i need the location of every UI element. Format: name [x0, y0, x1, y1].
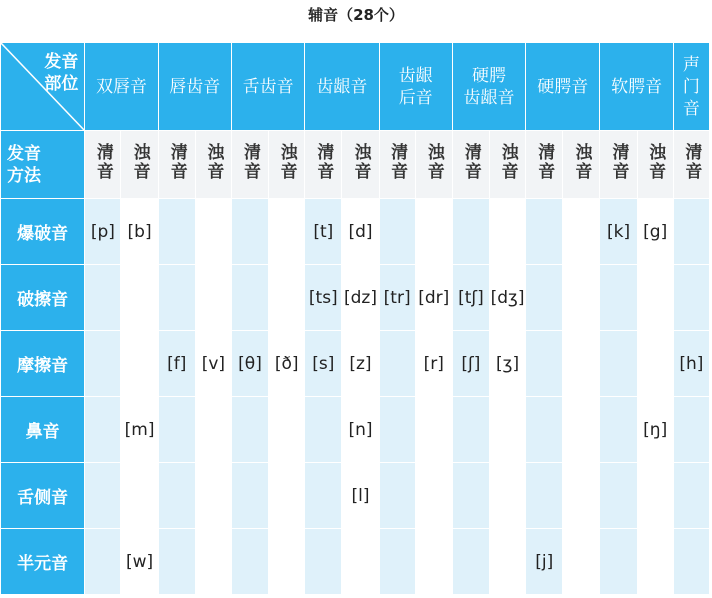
voicing-header-row [1, 131, 710, 199]
place-header-alveolar [305, 43, 379, 131]
phoneme-cell [269, 529, 305, 595]
table-row [1, 265, 710, 331]
phoneme-cell [673, 397, 709, 463]
place-header-line: 软腭音 [611, 76, 663, 97]
phoneme-cell [563, 463, 600, 529]
phoneme-cell [158, 463, 195, 529]
phoneme-cell [563, 331, 600, 397]
place-header-postalveolar [379, 43, 452, 131]
manner-label: 爆破音 [1, 199, 85, 265]
phoneme-cell [415, 199, 452, 265]
phoneme-cell: [ŋ] [637, 397, 673, 463]
phoneme-cell [305, 397, 342, 463]
phoneme-cell [379, 331, 415, 397]
phoneme-cell: [j] [526, 529, 563, 595]
place-header-palato-alveolar [452, 43, 525, 131]
phoneme-cell [379, 463, 415, 529]
voicing-label: 清音 [313, 142, 334, 181]
phoneme-cell [452, 529, 489, 595]
phoneme-cell [158, 529, 195, 595]
phoneme-cell [85, 463, 121, 529]
voicing-label: 清音 [460, 142, 481, 181]
phoneme-cell: [f] [158, 331, 195, 397]
place-header-row [1, 43, 710, 131]
phoneme-cell: [d] [342, 199, 379, 265]
voicing-header [342, 131, 379, 199]
phoneme-cell: [v] [195, 331, 231, 397]
phoneme-cell: [dr] [415, 265, 452, 331]
phoneme-cell [490, 529, 526, 595]
manner-label: 舌侧音 [1, 463, 85, 529]
place-header-velar [600, 43, 673, 131]
voicing-header [563, 131, 600, 199]
phoneme-cell [563, 265, 600, 331]
phoneme-cell [637, 463, 673, 529]
place-header-bilabial [85, 43, 158, 131]
place-header-line: 齿龈 [398, 65, 433, 86]
phoneme-cell [85, 397, 121, 463]
place-header-line: 唇齿音 [169, 76, 221, 97]
phoneme-cell: [dʒ] [490, 265, 526, 331]
voicing-label: 浊音 [350, 142, 371, 181]
phoneme-cell [637, 265, 673, 331]
voicing-header [85, 131, 121, 199]
phoneme-cell [490, 397, 526, 463]
place-header-line: 硬腭音 [537, 76, 589, 97]
phoneme-cell: [k] [600, 199, 637, 265]
voicing-label: 浊音 [497, 142, 518, 181]
phoneme-cell [452, 463, 489, 529]
phoneme-cell [452, 199, 489, 265]
phoneme-cell [158, 199, 195, 265]
phoneme-cell: [z] [342, 331, 379, 397]
phoneme-cell [231, 199, 268, 265]
phoneme-cell [452, 397, 489, 463]
phoneme-cell [415, 397, 452, 463]
voicing-label: 清音 [387, 142, 408, 181]
manner-label: 摩擦音 [1, 331, 85, 397]
corner-bottom-line-1: 发音 [7, 144, 41, 164]
phoneme-cell: [m] [121, 397, 158, 463]
table-row [1, 199, 710, 265]
phoneme-cell: [θ] [231, 331, 268, 397]
phoneme-cell [231, 463, 268, 529]
manner-label: 破擦音 [1, 265, 85, 331]
phoneme-cell: [w] [121, 529, 158, 595]
phoneme-cell: [ʃ] [452, 331, 489, 397]
voicing-header [637, 131, 673, 199]
place-header-dental [231, 43, 304, 131]
phoneme-cell: [tʃ] [452, 265, 489, 331]
phoneme-cell [269, 397, 305, 463]
phoneme-cell [673, 463, 709, 529]
voicing-label: 清音 [166, 142, 187, 181]
table-row [1, 397, 710, 463]
phoneme-cell [673, 529, 709, 595]
phoneme-cell: [s] [305, 331, 342, 397]
place-header-line: 舌齿音 [242, 76, 294, 97]
voicing-header [490, 131, 526, 199]
corner-top-header [1, 43, 85, 131]
place-header-palatal [526, 43, 600, 131]
phoneme-cell [600, 529, 637, 595]
voicing-header [158, 131, 195, 199]
voicing-header [379, 131, 415, 199]
voicing-header [231, 131, 268, 199]
corner-bottom-line-2: 方法 [7, 166, 41, 186]
phoneme-cell [121, 331, 158, 397]
phoneme-cell: [b] [121, 199, 158, 265]
phoneme-cell [269, 265, 305, 331]
phoneme-cell [195, 199, 231, 265]
phoneme-cell: [t] [305, 199, 342, 265]
place-header-glottal [673, 43, 709, 131]
phoneme-cell [342, 529, 379, 595]
phoneme-cell [231, 529, 268, 595]
place-header-line: 双唇音 [95, 76, 147, 97]
voicing-header [305, 131, 342, 199]
voicing-header [452, 131, 489, 199]
phoneme-cell [121, 265, 158, 331]
voicing-label: 清音 [534, 142, 555, 181]
phoneme-cell: [h] [673, 331, 709, 397]
phoneme-cell [85, 265, 121, 331]
phoneme-cell: [p] [85, 199, 121, 265]
voicing-label: 浊音 [645, 142, 666, 181]
manner-label: 半元音 [1, 529, 85, 595]
voicing-label: 浊音 [129, 142, 150, 181]
phoneme-cell: [ð] [269, 331, 305, 397]
place-header-line: 门 [682, 76, 700, 97]
voicing-header [600, 131, 637, 199]
voicing-label: 清音 [608, 142, 629, 181]
table-row [1, 331, 710, 397]
voicing-header [673, 131, 709, 199]
phoneme-cell [563, 529, 600, 595]
corner-top-line-1: 发音 [44, 52, 79, 72]
phoneme-cell [158, 265, 195, 331]
phoneme-cell [563, 397, 600, 463]
phoneme-cell [600, 265, 637, 331]
phoneme-cell [563, 199, 600, 265]
phoneme-cell [305, 463, 342, 529]
phoneme-cell [526, 199, 563, 265]
voicing-label: 清音 [240, 142, 261, 181]
phoneme-cell [195, 529, 231, 595]
place-header-line: 后音 [398, 87, 433, 108]
phoneme-cell [158, 397, 195, 463]
phoneme-cell [379, 397, 415, 463]
phoneme-cell [85, 331, 121, 397]
place-header-line: 齿龈音 [463, 87, 515, 108]
phoneme-cell [195, 463, 231, 529]
table-row [1, 463, 710, 529]
voicing-label: 浊音 [203, 142, 224, 181]
place-header-line: 声 [682, 54, 700, 75]
phoneme-cell: [tr] [379, 265, 415, 331]
phoneme-cell [269, 463, 305, 529]
manner-label: 鼻音 [1, 397, 85, 463]
voicing-header [526, 131, 563, 199]
phoneme-cell: [n] [342, 397, 379, 463]
voicing-header [121, 131, 158, 199]
phoneme-cell [195, 265, 231, 331]
corner-bottom-label [7, 143, 41, 187]
voicing-header [415, 131, 452, 199]
phoneme-cell [600, 463, 637, 529]
voicing-header [269, 131, 305, 199]
phoneme-cell: [ʒ] [490, 331, 526, 397]
phoneme-cell: [l] [342, 463, 379, 529]
voicing-label: 浊音 [276, 142, 297, 181]
phoneme-cell [231, 397, 268, 463]
phoneme-cell: [ts] [305, 265, 342, 331]
phoneme-cell [526, 265, 563, 331]
phoneme-cell [305, 529, 342, 595]
phoneme-cell: [dz] [342, 265, 379, 331]
phoneme-cell [269, 199, 305, 265]
phoneme-cell [379, 529, 415, 595]
phoneme-cell [637, 529, 673, 595]
place-header-line: 硬腭 [471, 65, 506, 86]
phoneme-cell [195, 397, 231, 463]
voicing-label: 清音 [681, 142, 702, 181]
voicing-header [195, 131, 231, 199]
phoneme-cell [121, 463, 158, 529]
phoneme-cell [526, 463, 563, 529]
consonant-table [0, 42, 710, 595]
phoneme-cell [673, 199, 709, 265]
phoneme-cell [673, 265, 709, 331]
phoneme-cell: [r] [415, 331, 452, 397]
place-header-line: 音 [682, 98, 700, 119]
phoneme-cell [415, 463, 452, 529]
voicing-label: 浊音 [571, 142, 592, 181]
phoneme-cell [490, 199, 526, 265]
table-row [1, 529, 710, 595]
place-header-labiodental [158, 43, 231, 131]
phoneme-cell [526, 331, 563, 397]
phoneme-cell [231, 265, 268, 331]
corner-top-line-2: 部位 [44, 74, 79, 94]
voicing-label: 清音 [92, 142, 113, 181]
phoneme-cell [490, 463, 526, 529]
phoneme-cell: [g] [637, 199, 673, 265]
phoneme-cell [637, 331, 673, 397]
phoneme-cell [379, 199, 415, 265]
corner-bottom-header [1, 131, 85, 199]
voicing-label: 浊音 [423, 142, 444, 181]
place-header-line: 齿龈音 [316, 76, 368, 97]
phoneme-cell [600, 397, 637, 463]
phoneme-cell [415, 529, 452, 595]
phoneme-cell [85, 529, 121, 595]
corner-top-label [44, 51, 78, 95]
table-caption: 辅音（28个） [308, 6, 404, 24]
phoneme-cell [600, 331, 637, 397]
phoneme-cell [526, 397, 563, 463]
